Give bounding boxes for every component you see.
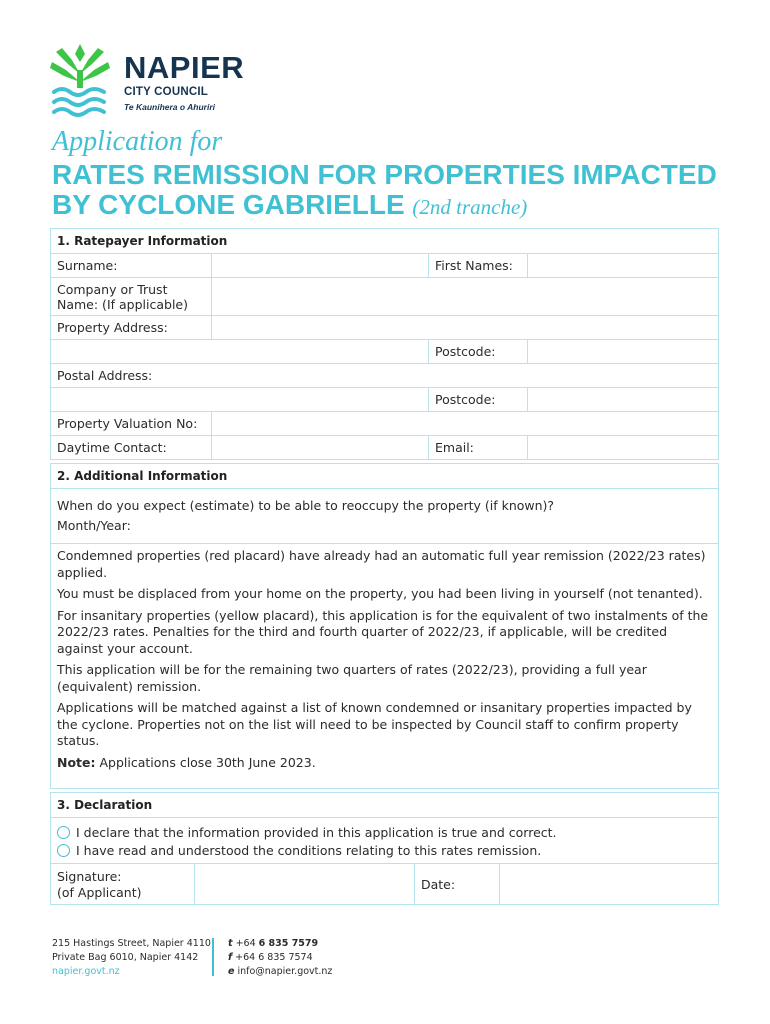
section3-header	[50, 792, 719, 818]
daytime-contact-field[interactable]	[211, 436, 428, 459]
declaration-1-radio[interactable]	[57, 826, 70, 839]
section2-header	[50, 463, 719, 489]
phone-prefix: +64	[232, 938, 259, 949]
of-applicant-text: (of Applicant)	[57, 885, 142, 900]
signature-label	[51, 864, 194, 904]
heading-application-for: Application for	[52, 126, 223, 157]
title-line2: BY CYCLONE GABRIELLE	[52, 189, 405, 220]
footer-email	[228, 965, 332, 979]
footer-divider	[212, 938, 214, 976]
footer-website-link[interactable]: napier.govt.nz	[52, 966, 120, 977]
logo-maori-name: Te Kaunihera o Ahuriri	[124, 102, 215, 112]
info-block	[50, 544, 719, 789]
postal-address-row2	[50, 388, 719, 412]
application-form	[50, 228, 719, 905]
month-year-label[interactable]: Month/Year:	[57, 517, 131, 533]
declaration-item-2	[51, 843, 718, 860]
postcode2-label: Postcode:	[428, 388, 527, 411]
logo-name: NAPIER	[124, 50, 245, 85]
postcode-field[interactable]	[527, 340, 718, 363]
footer-fax	[228, 951, 332, 965]
info-paragraph-5: Applications will be matched against a list of known condemned or insanitary properties impacted by the cyclone. Properties not on the list will need to be inspected by Council staff to confirm property status.	[57, 700, 692, 748]
date-field[interactable]	[499, 864, 718, 904]
signature-label-text: Signature:	[57, 869, 122, 884]
footer-phone	[228, 937, 332, 951]
declaration-item-1	[51, 825, 718, 842]
email-label-footer: e	[228, 966, 235, 977]
reoccupy-block	[50, 489, 719, 544]
footer-address-line2: Private Bag 6010, Napier 4142	[52, 952, 199, 963]
surname-row	[50, 254, 719, 278]
note-text: Applications close 30th June 2023.	[95, 754, 316, 770]
note-label: Note:	[57, 754, 96, 770]
footer-address	[52, 937, 211, 979]
postcode-label: Postcode:	[428, 340, 527, 363]
date-label: Date:	[414, 864, 499, 904]
page-title	[52, 160, 752, 222]
property-address-label: Property Address:	[57, 320, 168, 335]
valuation-label: Property Valuation No:	[57, 416, 198, 431]
footer-contact	[228, 937, 332, 979]
logo-subtitle: CITY COUNCIL	[124, 86, 208, 98]
email-field[interactable]	[527, 436, 718, 459]
surname-field[interactable]	[211, 254, 428, 277]
footer-email-address[interactable]: info@napier.govt.nz	[234, 966, 333, 977]
section1-title: 1. Ratepayer Information	[57, 234, 228, 248]
company-field[interactable]	[211, 278, 718, 315]
reoccupy-question: When do you expect (estimate) to be able to reoccupy the property (if known)?	[57, 498, 555, 513]
info-paragraph-4: This application will be for the remaining two quarters of rates (2022/23), providing a full year (equivalent) remission.	[57, 662, 647, 694]
company-label: Company or Trust Name: (If applicable)	[57, 281, 188, 312]
info-paragraph-1: Condemned properties (red placard) have already had an automatic full year remission (2022/23 rates) applied.	[57, 548, 706, 580]
title-line1: RATES REMISSION FOR PROPERTIES IMPACTED	[52, 159, 717, 190]
first-names-field[interactable]	[527, 254, 718, 277]
property-address-field2[interactable]	[51, 340, 428, 363]
postal-address-field[interactable]	[51, 388, 428, 411]
postal-address-label: Postal Address:	[57, 368, 153, 383]
phone-label: t	[228, 938, 233, 949]
fax-label: f	[228, 952, 233, 963]
declaration-1-text: I declare that the information provided in this application is true and correct.	[76, 825, 557, 840]
footer-address-line1: 215 Hastings Street, Napier 4110	[52, 938, 211, 949]
section2-title: 2. Additional Information	[57, 469, 228, 483]
property-address-row2	[50, 340, 719, 364]
section3-title: 3. Declaration	[57, 798, 153, 812]
email-label: Email:	[428, 436, 527, 459]
daytime-contact-label: Daytime Contact:	[57, 440, 167, 455]
section1-header	[50, 228, 719, 254]
note-line	[51, 755, 718, 772]
signature-field[interactable]	[194, 864, 414, 904]
property-address-row	[50, 316, 719, 340]
declaration-2-radio[interactable]	[57, 844, 70, 857]
napier-logo	[50, 40, 250, 120]
declaration-2-text: I have read and understood the conditions relating to this rates remission.	[76, 842, 542, 858]
phone-number[interactable]: 6 835 7579	[258, 938, 319, 949]
surname-label: Surname:	[57, 258, 118, 273]
fax-number: +64 6 835 7574	[232, 952, 313, 963]
title-tranche: (2nd tranche)	[412, 195, 528, 219]
company-row	[50, 278, 719, 316]
declaration-block	[50, 818, 719, 864]
valuation-field[interactable]	[211, 412, 718, 435]
valuation-row	[50, 412, 719, 436]
first-names-label: First Names:	[428, 254, 527, 277]
postal-address-row	[50, 364, 719, 388]
property-address-field[interactable]	[211, 316, 718, 339]
postcode2-field[interactable]	[527, 388, 718, 411]
napier-tree-wave-icon	[50, 40, 110, 118]
info-paragraph-3: For insanitary properties (yellow placard), this application is for the equivalent of two instalments of the 2022/23 rates. Penalties for the third and fourth quarter of 2022/23, if applicable, will be credited against your account.	[57, 607, 709, 656]
signature-row	[50, 864, 719, 905]
contact-row	[50, 436, 719, 460]
info-paragraph-2: You must be displaced from your home on the property, you had been living in yourself (not tenanted).	[57, 586, 703, 601]
